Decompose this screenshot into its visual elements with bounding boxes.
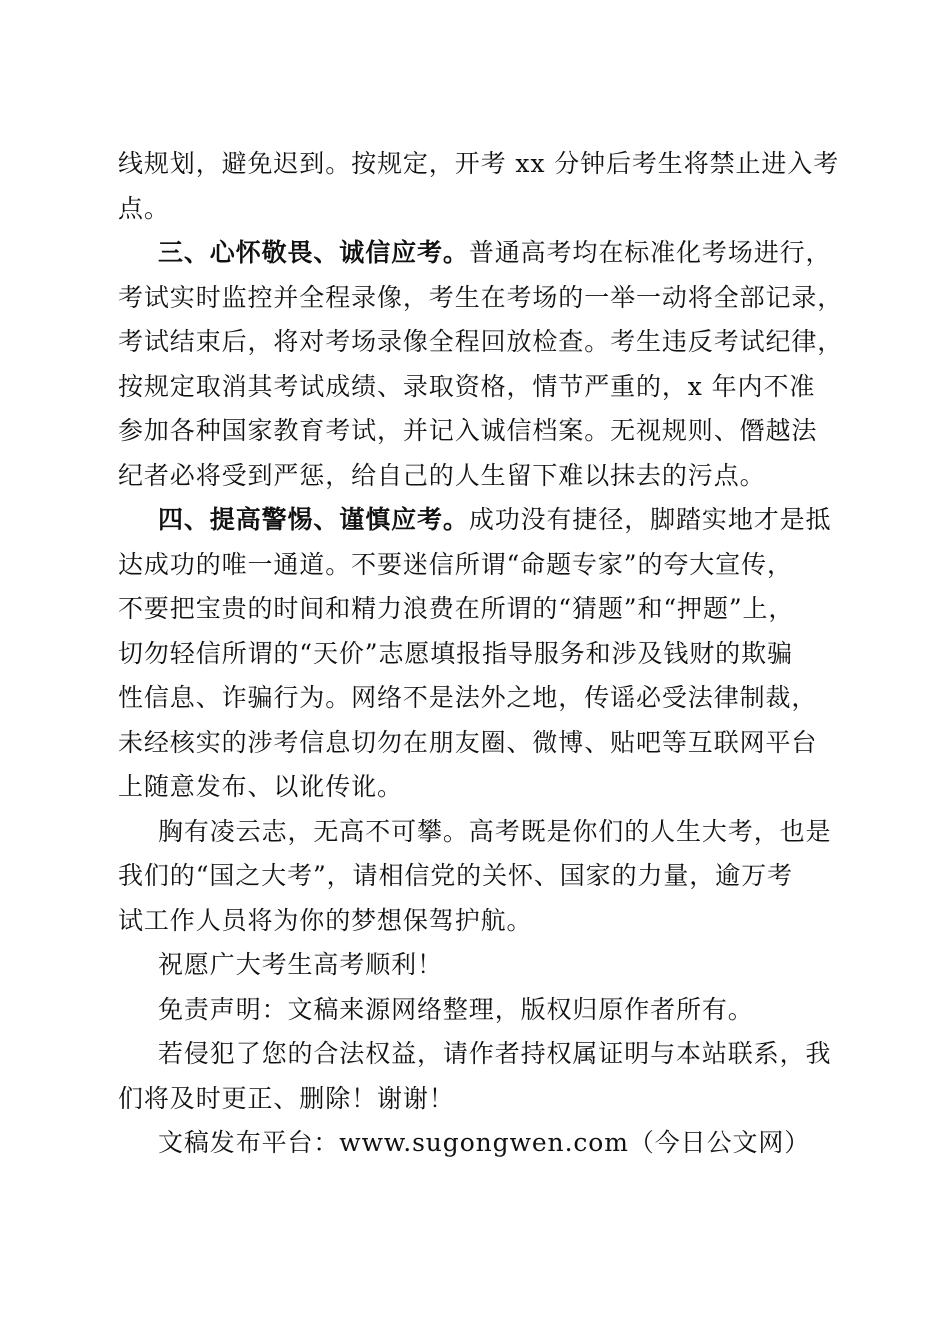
body-line (118, 676, 834, 721)
line-text: 普通高考均在标准化考场进行， (468, 238, 832, 267)
line-text: 切勿轻信所谓的“天价”志愿填报指导服务和涉及钱财的欺骗 (118, 638, 793, 668)
line-text: 我们的“国之大考”，请相信党的关怀、国家的力量，逾万考 (118, 861, 793, 890)
line-text: 点。 (118, 193, 170, 223)
section-heading-3: 三、心怀敬畏、诚信应考。 (158, 238, 469, 267)
line-text: 胸有凌云志，无高不可攀。高考既是你们的人生大考，也是 (158, 816, 832, 846)
contact-line (118, 1032, 834, 1077)
line-text: 免责声明：文稿来源网络整理，版权归原作者所有。 (158, 994, 754, 1024)
section-heading-4: 四、提高警惕、谨慎应考。 (158, 505, 469, 534)
line-text: 不要把宝贵的时间和精力浪费在所谓的“猜题”和“押题”上， (118, 594, 795, 623)
body-line (118, 409, 834, 454)
section-heading-line (118, 498, 834, 543)
body-line (118, 854, 834, 899)
body-line (118, 320, 844, 365)
paragraph-start-line (118, 810, 834, 855)
line-text: 按规定取消其考试成绩、录取资格，情节严重的，x 年内不准 (118, 371, 816, 401)
body-line (118, 142, 840, 187)
disclaimer-line (118, 988, 834, 1033)
body-line (118, 543, 834, 588)
line-text: 祝愿广大考生高考顺利！ (158, 950, 443, 979)
line-text: 若侵犯了您的合法权益，请作者持权属证明与本站联系，我 (158, 1039, 832, 1068)
section-heading-line (118, 231, 834, 276)
body-line (118, 899, 834, 944)
body-line (118, 587, 834, 632)
document-body (118, 142, 844, 1166)
line-text: 上随意发布、以讹传讹。 (118, 772, 403, 801)
line-text: 考试实时监控并全程录像，考生在考场的一举一动将全部记录， (118, 282, 844, 312)
body-line (118, 632, 834, 677)
line-text: 纪者必将受到严惩，给自己的人生留下难以抹去的污点。 (118, 460, 766, 490)
line-text: 性信息、诈骗行为。网络不是法外之地，传谣必受法律制裁， (118, 683, 818, 712)
publisher-line (118, 1121, 834, 1166)
line-text: 参加各种国家教育考试，并记入诚信档案。无视规则、僭越法 (118, 416, 818, 445)
line-text: 考试结束后，将对考场录像全程回放检查。考生违反考试纪律， (118, 327, 844, 356)
body-line (118, 765, 834, 810)
line-text: 文稿发布平台：www.sugongwen.com（今日公文网） (158, 1128, 811, 1157)
line-text: 们将及时更正、删除！谢谢！ (118, 1083, 455, 1113)
line-text: 未经核实的涉考信息切勿在朋友圈、微博、贴吧等互联网平台 (118, 727, 818, 757)
line-text: 线规划，避免迟到。按规定，开考 xx 分钟后考生将禁止进入考 (118, 149, 840, 178)
body-line (118, 454, 834, 499)
body-line (118, 721, 834, 766)
wishes-line (118, 943, 834, 988)
body-line (118, 187, 834, 232)
body-line (118, 276, 844, 321)
body-line (118, 365, 834, 410)
body-line (118, 1077, 834, 1122)
line-text: 达成功的唯一通道。不要迷信所谓“命题专家”的夸大宣传， (118, 549, 793, 579)
line-text: 试工作人员将为你的梦想保驾护航。 (118, 905, 533, 935)
line-text: 成功没有捷径，脚踏实地才是抵 (468, 505, 832, 534)
